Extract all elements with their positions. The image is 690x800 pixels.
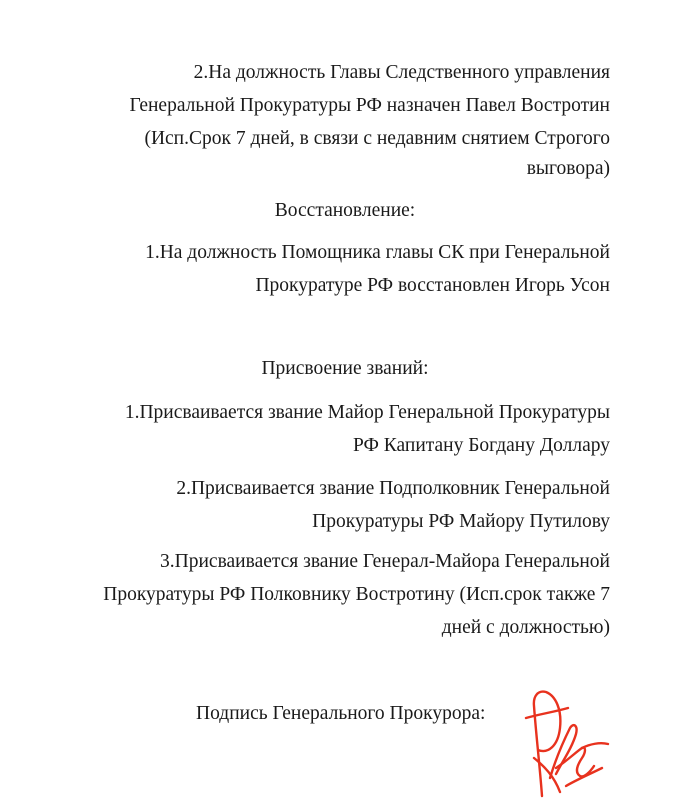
ranks-heading: Присвоение званий: xyxy=(261,358,429,379)
restoration-heading: Восстановление: xyxy=(274,200,416,221)
restoration-item-1-line-1: 1.На должность Помощника главы СК при Генеральной xyxy=(145,242,610,263)
ranks-item-1-line-1: 1.Присваивается звание Майор Генеральной Прокуратуры xyxy=(124,402,610,423)
restoration-item-1-line-2: Прокуратуре РФ восстановлен Игорь Усон xyxy=(255,275,610,296)
handwritten-signature xyxy=(520,688,612,800)
appointment-item-2-line-2: Генеральной Прокуратуры РФ назначен Павел Востротин xyxy=(129,95,610,116)
appointment-item-2-line-1: 2.На должность Главы Следственного управления xyxy=(193,62,610,83)
ranks-item-2-line-1: 2.Присваивается звание Подполковник Генеральной xyxy=(176,478,610,499)
signature-label: Подпись Генерального Прокурора: xyxy=(196,703,486,724)
ranks-item-2-line-2: Прокуратуры РФ Майору Путилову xyxy=(312,511,610,532)
ranks-item-1-line-2: РФ Капитану Богдану Доллару xyxy=(352,435,610,456)
ranks-item-3-line-1: 3.Присваивается звание Генерал-Майора Генеральной xyxy=(160,551,610,572)
ranks-item-3-line-3: дней с должностью) xyxy=(441,617,610,638)
appointment-item-2-line-4: выговора) xyxy=(526,158,610,179)
appointment-item-2-line-3: (Исп.Срок 7 дней, в связи с недавним снятием Строгого xyxy=(144,128,610,149)
ranks-item-3-line-2: Прокуратуры РФ Полковнику Востротину (Исп.срок также 7 xyxy=(103,584,610,605)
